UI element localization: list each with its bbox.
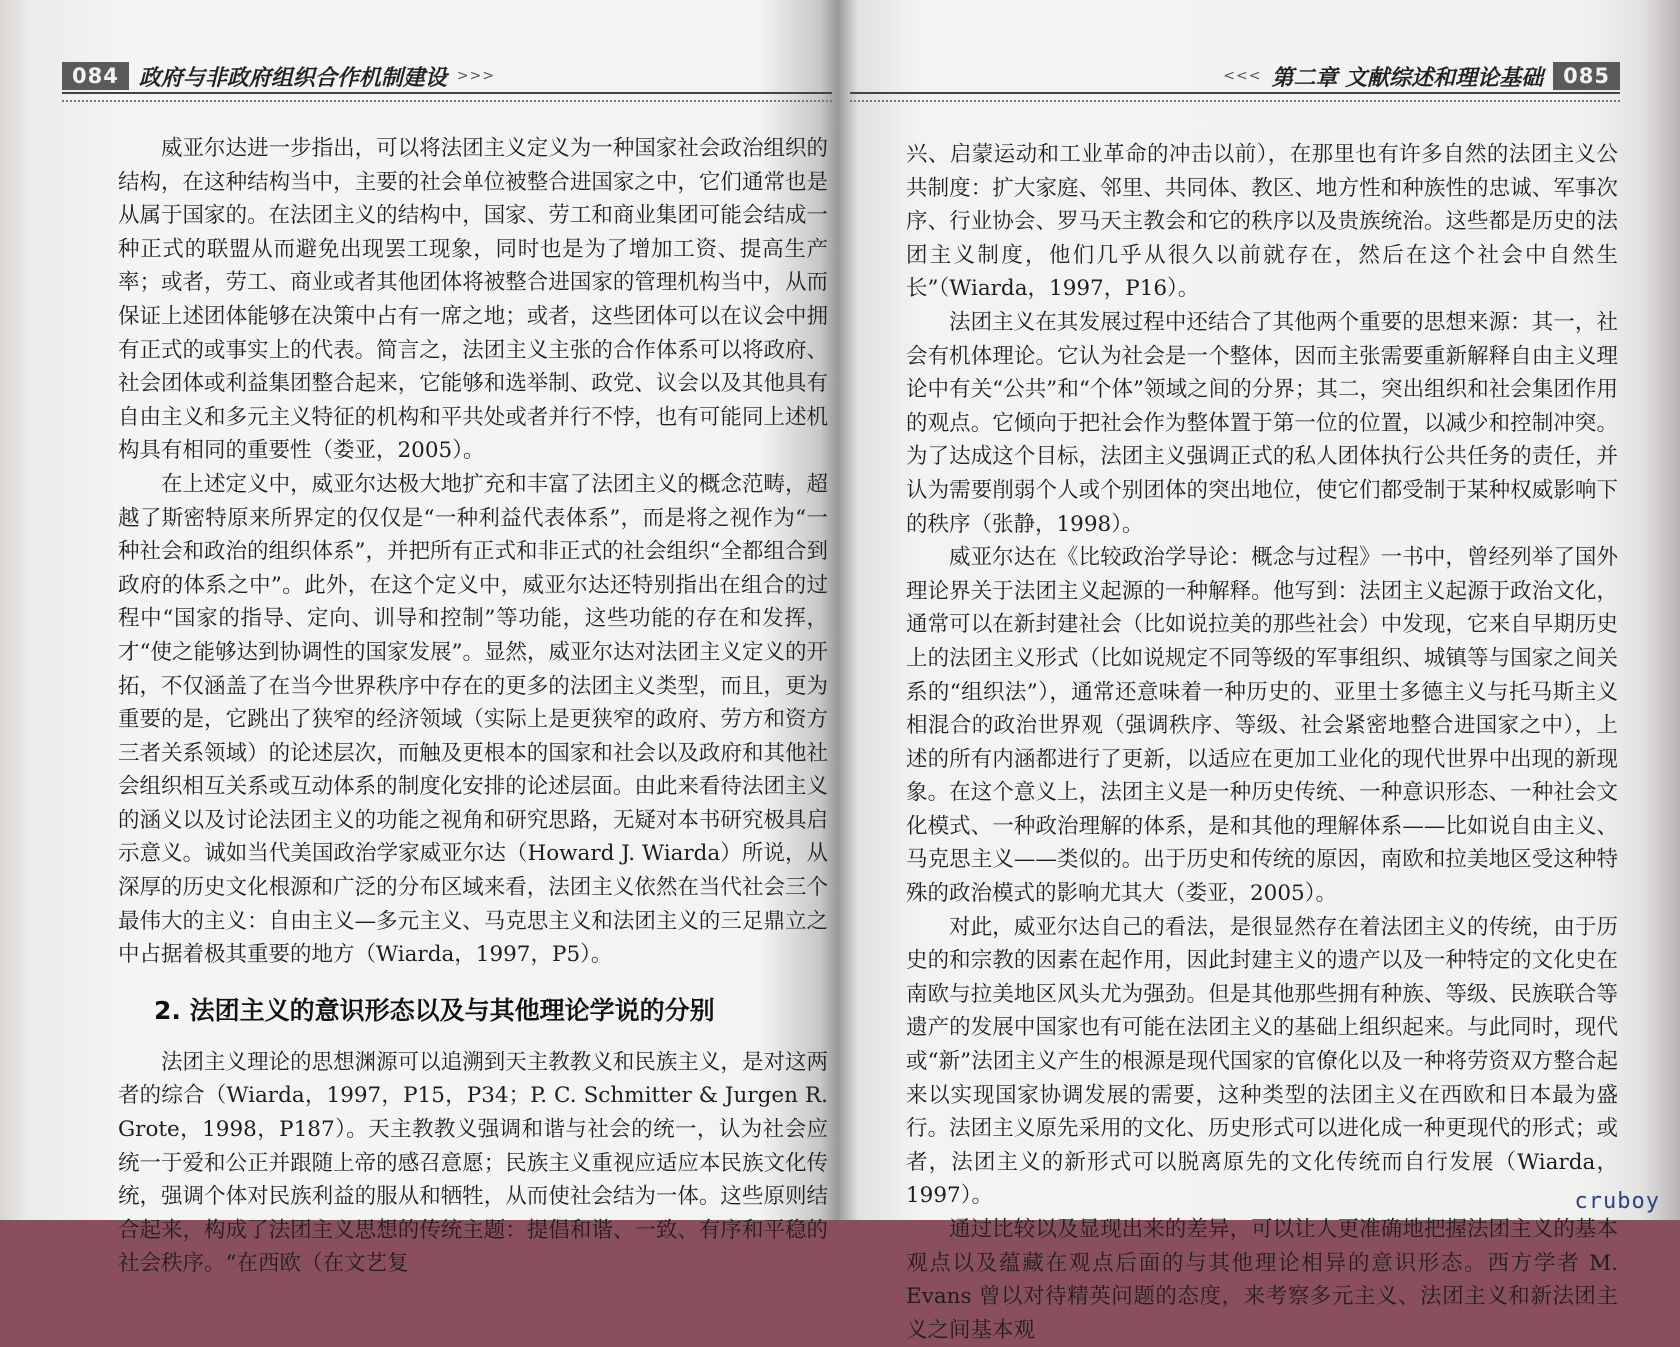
left-running-head <box>62 60 832 94</box>
paragraph: 法团主义在其发展过程中还结合了其他两个重要的思想来源：其一，社会有机体理论。它认为社会是一个整体，因而主张需要重新解释自由主义理论中有关“公共”和“个体”领域之间的分界；其二，突出组织和社会集团作用的观点。它倾向于把社会作为整体置于第一位的位置，以减少和控制冲突。为了达成这个目标，法团主义强调正式的私人团体执行公共任务的责任，并认为需要削弱个人或个别团体的突出地位，使它们都受制于某种权威影响下的秩序（张静，1998）。 <box>906 309 1618 537</box>
paragraph: 威亚尔达在《比较政治学导论：概念与过程》一书中，曾经列举了国外理论界关于法团主义起源的一种解释。他写到：法团主义起源于政治文化，通常可以在新封建社会（比如说拉美的那些社会）中发现，它来自早期历史上的法团主义形式（比如说规定不同等级的军事组织、城镇等与国家之间关系的“组织法”），通常还意味着一种历史的、亚里士多德主义与托马斯主义相混合的政治世界观（强调秩序、等级、社会紧密地整合进国家之中），上述的所有内涵都进行了更新，以适应在更加工业化的现代世界中出现的新现象。在这个意义上，法团主义是一种历史传统、一种意识形态、一种社会文化模式、一种政治理解的体系，是和其他的理解体系——比如说自由主义、马克思主义——类似的。出于历史和传统的原因，南欧和拉美地区受这种特殊的政治模式的影响尤其大（娄亚，2005）。 <box>906 545 1618 907</box>
left-body-text <box>118 132 828 1281</box>
right-page <box>850 0 1680 1343</box>
right-running-head <box>850 60 1620 94</box>
chapter-title-header: 第二章 文献综述和理论基础 <box>1271 65 1544 91</box>
paragraph-continuation: 兴、启蒙运动和工业革命的冲击以前），在那里也有许多自然的法团主义公共制度：扩大家庭、邻里、共同体、教区、地方性和种族性的忠诚、军事次序、行业协会、罗马天主教会和它的秩序以及贵族统治。这些都是历史的法团主义制度，他们几乎从很久以前就存在，然后在这个社会中自然生长”（Wiarda，1997，P16）。 <box>906 142 1618 302</box>
header-arrows: >>> <box>456 68 496 84</box>
page-number: 085 <box>1553 62 1620 90</box>
section-heading: 2. 法团主义的意识形态以及与其他理论学说的分别 <box>154 995 715 1025</box>
header-dotted-rule <box>62 100 832 102</box>
page-number: 084 <box>62 62 129 90</box>
right-body-text <box>906 138 1618 1347</box>
paragraph: 对此，威亚尔达自己的看法，是很显然存在着法团主义的传统，由于历史的和宗教的因素在起作用，因此封建主义的遗产以及一种特定的文化史在南欧与拉美地区风头尤为强劲。但是其他那些拥有种族、等级、民族联合等遗产的发展中国家也有可能在法团主义的基础上组织起来。与此同时，现代或“新”法团主义产生的根源是现代国家的官僚化以及一种将劳资双方整合起来以实现国家协调发展的需要，这种类型的法团主义在西欧和日本最为盛行。法团主义原先采用的文化、历史形式可以进化成一种更现代的形式；或者，法团主义的新形式可以脱离原先的文化传统而自行发展（Wiarda，1997）。 <box>906 914 1618 1209</box>
left-page <box>0 0 835 1277</box>
watermark: cruboy <box>1574 1189 1660 1214</box>
paragraph: 威亚尔达进一步指出，可以将法团主义定义为一种国家社会政治组织的结构，在这种结构当中，主要的社会单位被整合进国家之中，它们通常也是从属于国家的。在法团主义的结构中，国家、劳工和商业集团可能会结成一种正式的联盟从而避免出现罢工现象，同时也是为了增加工资、提高生产率；或者，劳工、商业或者其他团体将被整合进国家的管理机构当中，从而保证上述团体能够在决策中占有一席之地；或者，这些团体可以在议会中拥有正式的或事实上的代表。简言之，法团主义主张的合作体系可以将政府、社会团体或利益集团整合起来，它能够和选举制、政党、议会以及其他具有自由主义和多元主义特征的机构和平共处或者并行不悖，也有可能同上述机构具有相同的重要性（娄亚，2005）。 <box>118 136 828 464</box>
header-arrows: <<< <box>1223 68 1262 84</box>
header-dotted-rule <box>850 100 1620 102</box>
paragraph: 在上述定义中，威亚尔达极大地扩充和丰富了法团主义的概念范畴，超越了斯密特原来所界定的仅仅是“一种利益代表体系”，而是将之视作为“一种社会和政治的组织体系”，并把所有正式和非正式的社会组织“全都组合到政府的体系之中”。此外，在这个定义中，威亚尔达还特别指出在组合的过程中“国家的指导、定向、训导和控制”等功能，这些功能的存在和发挥，才“使之能够达到协调性的国家发展”。显然，威亚尔达对法团主义定义的开拓，不仅涵盖了在当今世界秩序中存在的更多的法团主义类型，而且，更为重要的是，它跳出了狭窄的经济领域（实际上是更狭窄的政府、劳方和资方三者关系领域）的论述层次，而触及更根本的国家和社会以及政府和其他社会组织相互关系或互动体系的制度化安排的论述层面。由此来看待法团主义的涵义以及讨论法团主义的功能之视角和研究思路，无疑对本书研究极具启示意义。诚如当代美国政治学家威亚尔达（Howard J. Wiarda）所说，从深厚的历史文化根源和广泛的分布区域来看，法团主义依然在当代社会三个最伟大的主义：自由主义—多元主义、马克思主义和法团主义的三足鼎立之中占据着极其重要的地方（Wiarda，1997，P5）。 <box>118 471 828 968</box>
book-title-header: 政府与非政府组织合作机制建设 <box>138 65 447 91</box>
paragraph: 通过比较以及显现出来的差异，可以让人更准确地把握法团主义的基本观点以及蕴藏在观点后面的与其他理论相异的意识形态。西方学者 M. Evans 曾以对待精英问题的态度，来考察多元主义、法团主义和新法团主义之间基本观 <box>906 1217 1618 1343</box>
paragraph: 法团主义理论的思想渊源可以追溯到天主教教义和民族主义，是对这两者的综合（Wiarda，1997，P15，P34；P. C. Schmitter & Jurgen R. Grote，1998，P187）。天主教教义强调和谐与社会的统一，认为社会应统一于爱和公正并跟随上帝的感召意愿；民族主义重视应适应本民族文化传统，强调个体对民族利益的服从和牺牲，从而使社会结为一体。这些原则结合起来，构成了法团主义思想的传统主题：提倡和谐、一致、有序和平稳的社会秩序。“在西欧（在文艺复 <box>118 1049 828 1277</box>
